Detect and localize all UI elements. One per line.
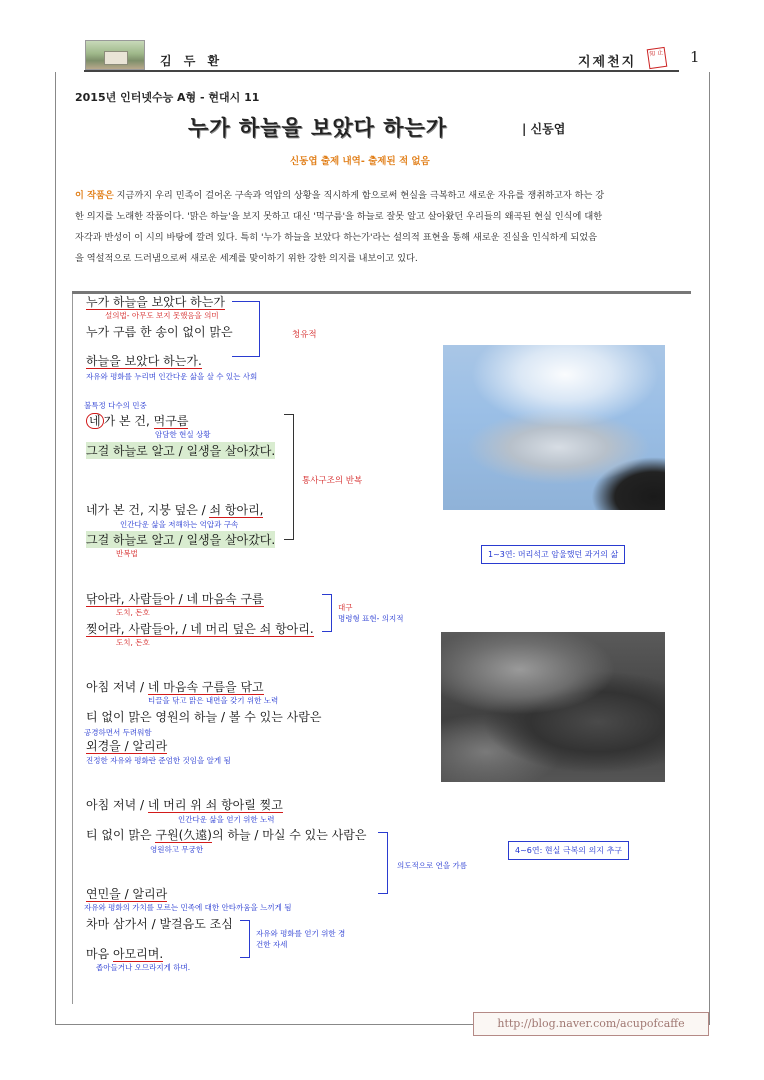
poem-line: 누가 구름 한 송이 없이 맑은 (86, 325, 233, 339)
poem-line: 찢어라, 사람들아, / 네 머리 덮은 쇠 항아리. (86, 622, 314, 636)
poet-name: | 신동엽 (522, 122, 566, 136)
poem-line: 티 없이 맑은 구원(久遠)의 하늘 / 마실 수 있는 사람은 (86, 828, 367, 842)
page-number: 1 (690, 48, 700, 66)
annotation: 인간다운 삶을 저해하는 억압과 구속 (120, 520, 239, 529)
exam-history: 신동엽 출제 내역- 출제된 적 없음 (290, 156, 430, 167)
poem-line: 누가 하늘을 보았다 하는가 (86, 295, 225, 309)
bracket (284, 414, 294, 540)
annotation: 통사구조의 반복 (302, 476, 363, 486)
author-name: 김 두 환 (160, 54, 224, 68)
intro-lead: 이 작품은 (75, 190, 114, 201)
annotation: 건한 자세 (256, 940, 288, 949)
stormy-sky-photo (441, 632, 665, 782)
annotation: 영원하고 무궁한 (150, 845, 204, 854)
annotation: 설의법- 아무도 보지 못했음을 의미 (105, 311, 219, 320)
poem-line: 티 없이 맑은 영원의 하늘 / 볼 수 있는 사람은 (86, 710, 322, 724)
poem-line: 그걸 하늘로 알고 / 일생을 살아갔다. (86, 444, 276, 458)
annotation: 암담한 현실 상황 (155, 430, 211, 439)
annotation: 좁아들거나 오므라지게 하며. (96, 963, 191, 972)
poem-line: 연민을 / 알리라 (86, 887, 168, 901)
poem-title: 누가 하늘을 보았다 하는가 (188, 116, 448, 140)
poem-line: 그걸 하늘로 알고 / 일생을 살아갔다. (86, 533, 276, 547)
annotation: 명령형 표현- 의지적 (338, 614, 404, 623)
bracket (378, 832, 388, 894)
bracket (240, 920, 250, 958)
annotation: 티끌을 닦고 맑은 내면을 갖기 위한 노력 (148, 696, 279, 705)
poem-line: 네가 본 건, 지붕 덮은 / 쇠 항아리, (86, 503, 264, 517)
annotation: 인간다운 삶을 얻기 위한 노력 (178, 815, 275, 824)
poem-line: 아침 저녁 / 네 마음속 구름을 닦고 (86, 680, 264, 694)
seal-stamp: 知 止 (647, 47, 668, 69)
annotation: 공경하면서 두려워함 (84, 728, 152, 737)
poem-line: 닦아라, 사람들아 / 네 마음속 구름 (86, 592, 264, 606)
poem-line: 마음 아모리며. (86, 947, 164, 961)
annotation: 불특정 다수의 민중 (84, 401, 147, 410)
bracket (232, 301, 260, 357)
annotation: 자유와 평화를 얻기 위한 경 (256, 929, 346, 938)
poem-left-rule (72, 294, 73, 1004)
poem-line: 외경을 / 알리라 (86, 739, 168, 753)
summary-note-2: 4~6연: 현실 극복의 의지 추구 (508, 841, 629, 860)
header-right-title: 지제천지 (578, 55, 637, 70)
annotation: 도치, 돈호 (116, 608, 150, 617)
annotation: 진정한 자유와 평화란 준엄한 것임을 알게 됨 (86, 756, 231, 765)
poem-line: 아침 저녁 / 네 머리 위 쇠 항아릴 찢고 (86, 798, 283, 812)
bracket (322, 594, 332, 632)
poem-line: 하늘을 보았다 하는가. (86, 354, 202, 368)
summary-note-1: 1~3연: 머리석고 암울했던 과거의 삶 (481, 545, 625, 564)
annotation: 자유와 평화를 누리며 인간다운 삶을 살 수 있는 사회 (86, 372, 258, 381)
intro-paragraph: 이 작품은 지금까지 우리 민족이 걸어온 구속과 억압의 상황을 직시하게 함으로써 현실을 극복하고 새로운 자유를 쟁취하고자 하는 강 한 의지를 노래한 작품이다. '맑은 하늘'을 보지 못하고 대신 '먹구름'을 하늘로 잘못 알고 살아왔던 우리들의 왜곡된 현실 인식에 대한 자각과 반성이 이 시의 바탕에 깔려 있다. 특히 '누가 하늘을 보았다 하는가'라는 설의적 표현을 통해 새로운 진실을 인식하게 되었음 을 역설적으로 드러냄으로써 새로운 세계를 맞이하기 위한 강한 의지를 내보이고 있다. (75, 190, 605, 264)
poem-line: 네 가 본 건, 먹구름 (86, 412, 188, 429)
blog-url[interactable]: http://blog.naver.com/acupofcaffe (473, 1012, 709, 1036)
annotation: 반복법 (116, 549, 138, 558)
annotation: 의도적으로 연을 가름 (397, 861, 467, 870)
header-photo-thumbnail (85, 40, 145, 70)
poem-line: 차마 삼가서 / 발걸음도 조심 (86, 917, 233, 931)
sunlit-sky-photo (443, 345, 665, 510)
annotation: 청유적 (292, 330, 317, 340)
annotation: 대구 (338, 603, 353, 612)
exam-title: 2015년 인터넷수능 A형 - 현대시 11 (75, 91, 260, 104)
annotation: 자유와 평화의 가치를 모르는 민족에 대한 안타까움을 느끼게 됨 (84, 903, 292, 912)
annotation: 도치, 돈호 (116, 638, 150, 647)
